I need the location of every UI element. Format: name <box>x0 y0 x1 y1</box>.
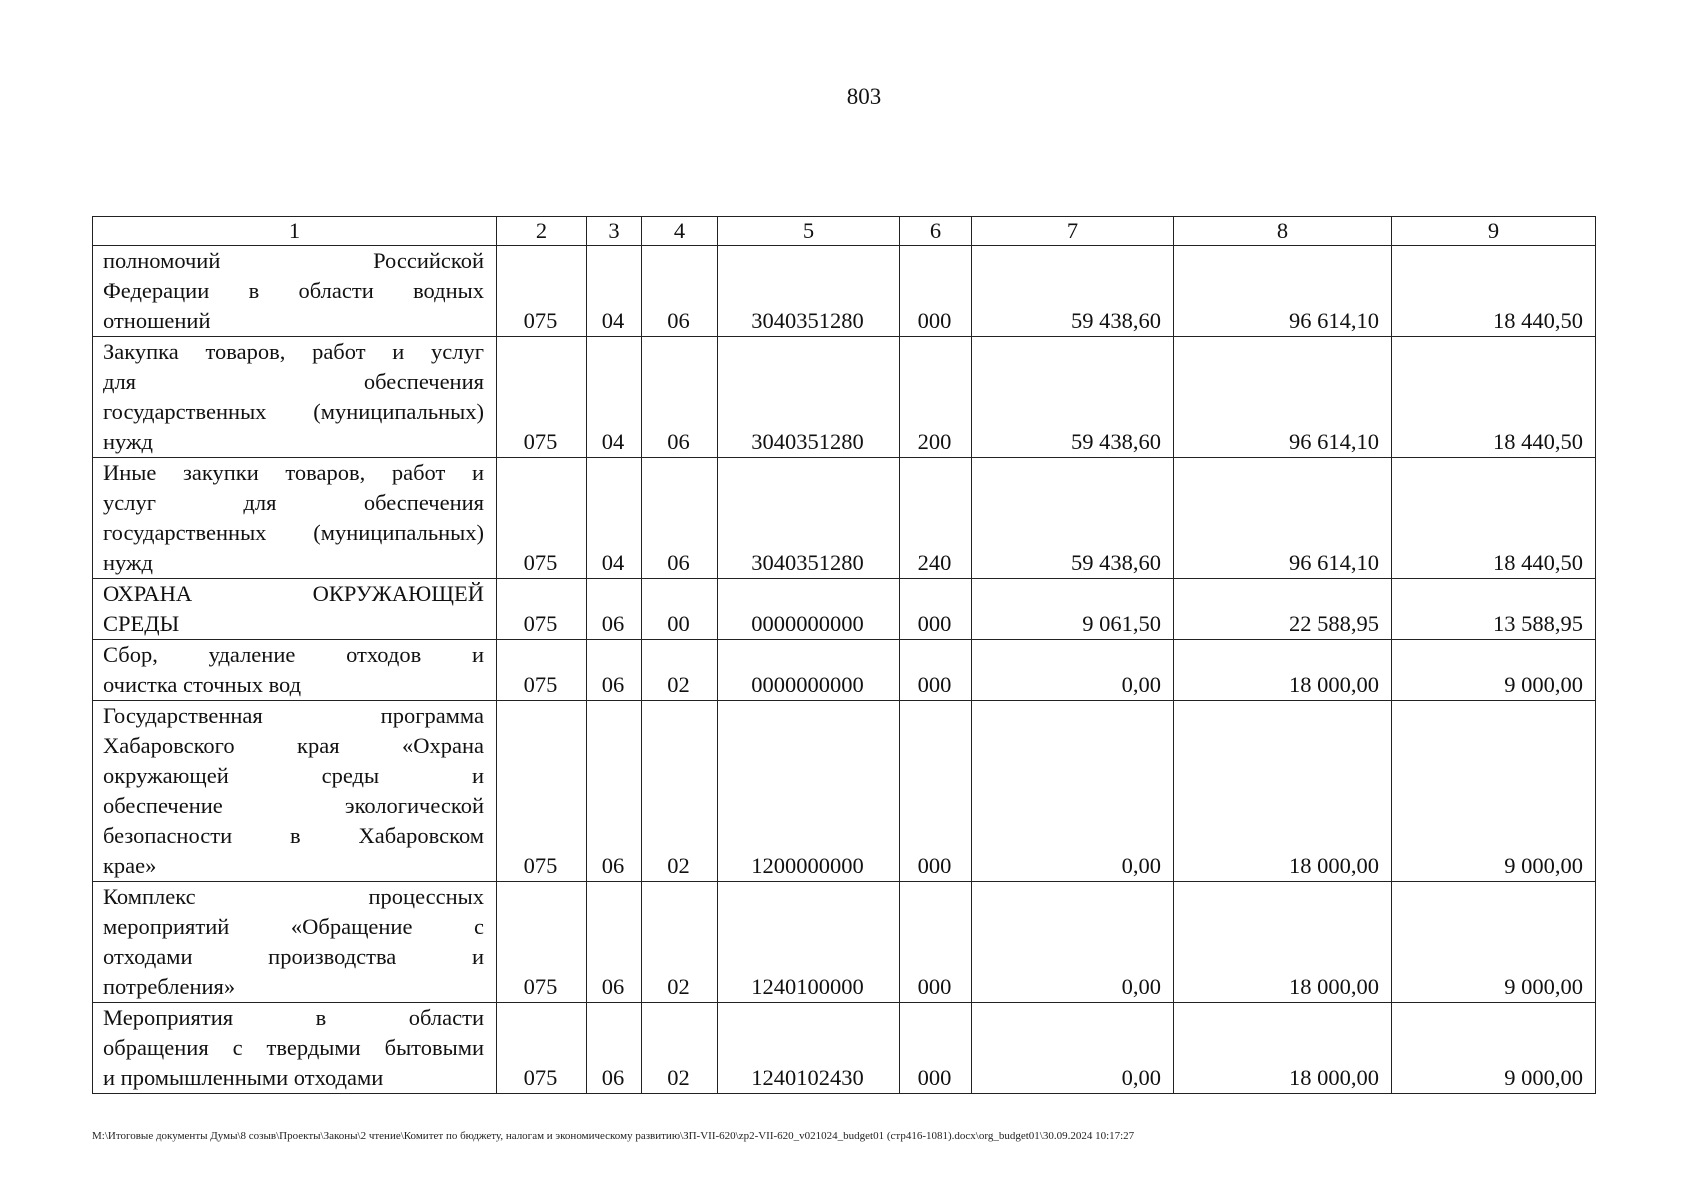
description-line: услуг для обеспечения <box>103 490 484 515</box>
budget-table <box>92 216 1596 1094</box>
ministry-code: 075 <box>497 701 587 882</box>
section-code: 04 <box>587 246 642 337</box>
section-code: 06 <box>587 882 642 1003</box>
amount-col-7: 59 438,60 <box>972 246 1174 337</box>
expense-type-code: 000 <box>900 1003 972 1094</box>
description-line: Комплекс процессных <box>103 884 484 909</box>
col-header-8: 8 <box>1174 217 1392 246</box>
col-header-7: 7 <box>972 217 1174 246</box>
description-line: ОХРАНА ОКРУЖАЮЩЕЙ <box>103 581 484 606</box>
target-article-code: 3040351280 <box>718 246 900 337</box>
col-header-9: 9 <box>1392 217 1596 246</box>
amount-col-9: 9 000,00 <box>1392 701 1596 882</box>
description-line: отходами производства и <box>103 944 484 969</box>
expense-type-code: 200 <box>900 337 972 458</box>
table-row <box>93 337 1596 458</box>
ministry-code: 075 <box>497 246 587 337</box>
amount-col-8: 18 000,00 <box>1174 701 1392 882</box>
subsection-code: 02 <box>642 1003 718 1094</box>
description-line: обеспечение экологической <box>103 793 484 818</box>
target-article-code: 3040351280 <box>718 458 900 579</box>
target-article-code: 1240100000 <box>718 882 900 1003</box>
subsection-code: 02 <box>642 701 718 882</box>
col-header-1: 1 <box>93 217 497 246</box>
description-line: очистка сточных вод <box>103 672 302 697</box>
expense-type-code: 000 <box>900 579 972 640</box>
subsection-code: 06 <box>642 337 718 458</box>
section-code: 06 <box>587 701 642 882</box>
expense-type-code: 000 <box>900 640 972 701</box>
amount-col-7: 59 438,60 <box>972 458 1174 579</box>
description-line: потребления» <box>103 974 236 999</box>
expense-type-code: 000 <box>900 882 972 1003</box>
amount-col-9: 18 440,50 <box>1392 246 1596 337</box>
ministry-code: 075 <box>497 458 587 579</box>
description-line: Сбор, удаление отходов и <box>103 642 484 667</box>
file-path-footer: M:\Итоговые документы Думы\8 созыв\Проекты\Законы\2 чтение\Комитет по бюджету, налогам и экономическому развитию\ЗП-VII-620\zp2-VII-620_v021024_budget01 (стр416-1081).docx\org_budget01\30.09.2024 10:17:27 <box>92 1130 1135 1142</box>
col-header-6: 6 <box>900 217 972 246</box>
description-line: Иные закупки товаров, работ и <box>103 460 484 485</box>
description-line: безопасности в Хабаровском <box>103 823 484 848</box>
description-line: Федерации в области водных <box>103 278 484 303</box>
page-number: 803 <box>846 84 882 109</box>
description-line: государственных (муниципальных) нужд <box>103 520 484 575</box>
table-row <box>93 579 1596 640</box>
target-article-code: 0000000000 <box>718 640 900 701</box>
row-description <box>93 701 497 882</box>
section-code: 06 <box>587 579 642 640</box>
table-row <box>93 1003 1596 1094</box>
amount-col-8: 18 000,00 <box>1174 882 1392 1003</box>
description-line: и промышленными отходами <box>103 1065 384 1090</box>
row-description <box>93 640 497 701</box>
description-line: Государственная программа <box>103 703 484 728</box>
amount-col-9: 9 000,00 <box>1392 882 1596 1003</box>
amount-col-7: 9 061,50 <box>972 579 1174 640</box>
amount-col-7: 0,00 <box>972 701 1174 882</box>
section-code: 04 <box>587 458 642 579</box>
description-line: отношений <box>103 308 211 333</box>
description-line: крае» <box>103 853 157 878</box>
subsection-code: 00 <box>642 579 718 640</box>
amount-col-7: 0,00 <box>972 640 1174 701</box>
section-code: 06 <box>587 640 642 701</box>
description-line: для обеспечения <box>103 369 484 394</box>
description-line: государственных (муниципальных) нужд <box>103 399 484 454</box>
subsection-code: 02 <box>642 640 718 701</box>
description-line: Хабаровского края «Охрана <box>103 733 484 758</box>
amount-col-9: 9 000,00 <box>1392 1003 1596 1094</box>
table-body <box>93 246 1596 1094</box>
col-header-3: 3 <box>587 217 642 246</box>
table-row <box>93 640 1596 701</box>
amount-col-8: 96 614,10 <box>1174 458 1392 579</box>
target-article-code: 3040351280 <box>718 337 900 458</box>
col-header-2: 2 <box>497 217 587 246</box>
row-description <box>93 1003 497 1094</box>
row-description <box>93 882 497 1003</box>
description-line: Закупка товаров, работ и услуг <box>103 339 484 364</box>
target-article-code: 1240102430 <box>718 1003 900 1094</box>
description-line: полномочий Российской <box>103 248 484 273</box>
subsection-code: 06 <box>642 246 718 337</box>
ministry-code: 075 <box>497 337 587 458</box>
expense-type-code: 240 <box>900 458 972 579</box>
row-description <box>93 246 497 337</box>
description-line: СРЕДЫ <box>103 611 180 636</box>
amount-col-7: 0,00 <box>972 882 1174 1003</box>
target-article-code: 0000000000 <box>718 579 900 640</box>
col-header-5: 5 <box>718 217 900 246</box>
col-header-4: 4 <box>642 217 718 246</box>
amount-col-7: 0,00 <box>972 1003 1174 1094</box>
row-description <box>93 337 497 458</box>
ministry-code: 075 <box>497 579 587 640</box>
amount-col-8: 96 614,10 <box>1174 337 1392 458</box>
amount-col-8: 18 000,00 <box>1174 640 1392 701</box>
table-row <box>93 458 1596 579</box>
description-line: обращения с твердыми бытовыми <box>103 1035 484 1060</box>
amount-col-8: 96 614,10 <box>1174 246 1392 337</box>
expense-type-code: 000 <box>900 246 972 337</box>
row-description <box>93 458 497 579</box>
description-line: Мероприятия в области <box>103 1005 484 1030</box>
column-numbers-row <box>93 217 1596 246</box>
ministry-code: 075 <box>497 882 587 1003</box>
table-row <box>93 882 1596 1003</box>
amount-col-9: 13 588,95 <box>1392 579 1596 640</box>
amount-col-8: 18 000,00 <box>1174 1003 1392 1094</box>
ministry-code: 075 <box>497 640 587 701</box>
subsection-code: 06 <box>642 458 718 579</box>
subsection-code: 02 <box>642 882 718 1003</box>
amount-col-9: 18 440,50 <box>1392 337 1596 458</box>
ministry-code: 075 <box>497 1003 587 1094</box>
table-row <box>93 246 1596 337</box>
target-article-code: 1200000000 <box>718 701 900 882</box>
amount-col-9: 9 000,00 <box>1392 640 1596 701</box>
amount-col-7: 59 438,60 <box>972 337 1174 458</box>
amount-col-9: 18 440,50 <box>1392 458 1596 579</box>
row-description <box>93 579 497 640</box>
table-row <box>93 701 1596 882</box>
section-code: 04 <box>587 337 642 458</box>
expense-type-code: 000 <box>900 701 972 882</box>
description-line: мероприятий «Обращение с <box>103 914 484 939</box>
description-line: окружающей среды и <box>103 763 484 788</box>
amount-col-8: 22 588,95 <box>1174 579 1392 640</box>
section-code: 06 <box>587 1003 642 1094</box>
